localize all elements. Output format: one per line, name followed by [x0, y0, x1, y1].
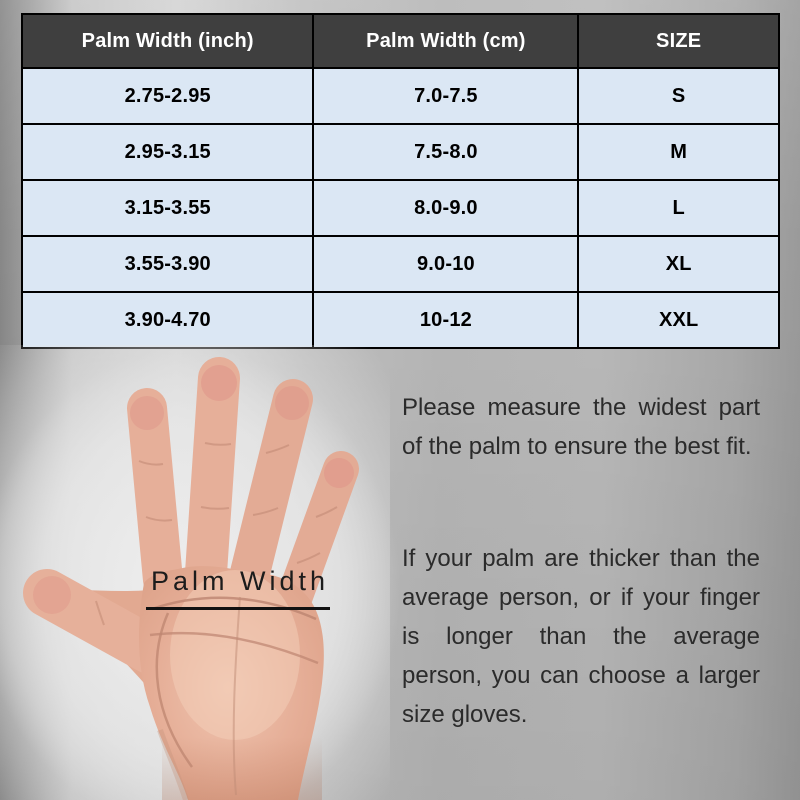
palm-width-measure-line [146, 607, 330, 610]
size-table-head [22, 14, 779, 68]
column-header: Palm Width (cm) [313, 14, 578, 68]
fingertip-blush [324, 458, 354, 488]
table-cell: 7.0-7.5 [313, 68, 578, 124]
table-cell: 3.55-3.90 [22, 236, 313, 292]
middle-finger [206, 378, 219, 573]
size-table [21, 13, 780, 349]
size-table-body [22, 68, 779, 348]
wrist-shade [162, 737, 322, 800]
table-row [22, 180, 779, 236]
palm-width-label: Palm Width [150, 566, 330, 596]
table-cell: 2.75-2.95 [22, 68, 313, 124]
fingertip-blush [201, 365, 237, 401]
fingertip-blush [130, 396, 164, 430]
table-row [22, 292, 779, 348]
table-cell: S [578, 68, 779, 124]
table-cell: 2.95-3.15 [22, 124, 313, 180]
column-header: Palm Width (inch) [22, 14, 313, 68]
instruction-paragraph-1: Please measure the widest part of the palm to ensure the best fit. [402, 394, 760, 460]
table-cell: 8.0-9.0 [313, 180, 578, 236]
index-finger [147, 408, 163, 580]
table-cell: 10-12 [313, 292, 578, 348]
table-cell: M [578, 124, 779, 180]
table-row [22, 236, 779, 292]
table-cell: 7.5-8.0 [313, 124, 578, 180]
table-cell: XXL [578, 292, 779, 348]
size-table-header-row [22, 14, 779, 68]
thumbtip-blush [33, 576, 71, 614]
column-header: SIZE [578, 14, 779, 68]
fingertip-blush [275, 386, 309, 420]
table-cell: L [578, 180, 779, 236]
table-row [22, 124, 779, 180]
table-cell: 3.15-3.55 [22, 180, 313, 236]
table-cell: 9.0-10 [313, 236, 578, 292]
instruction-paragraph-2: If your palm are thicker than the average person, or if your finger is longer than the average person, you can choose a larger size gloves. [402, 545, 760, 728]
table-cell: XL [578, 236, 779, 292]
table-cell: 3.90-4.70 [22, 292, 313, 348]
table-row [22, 68, 779, 124]
